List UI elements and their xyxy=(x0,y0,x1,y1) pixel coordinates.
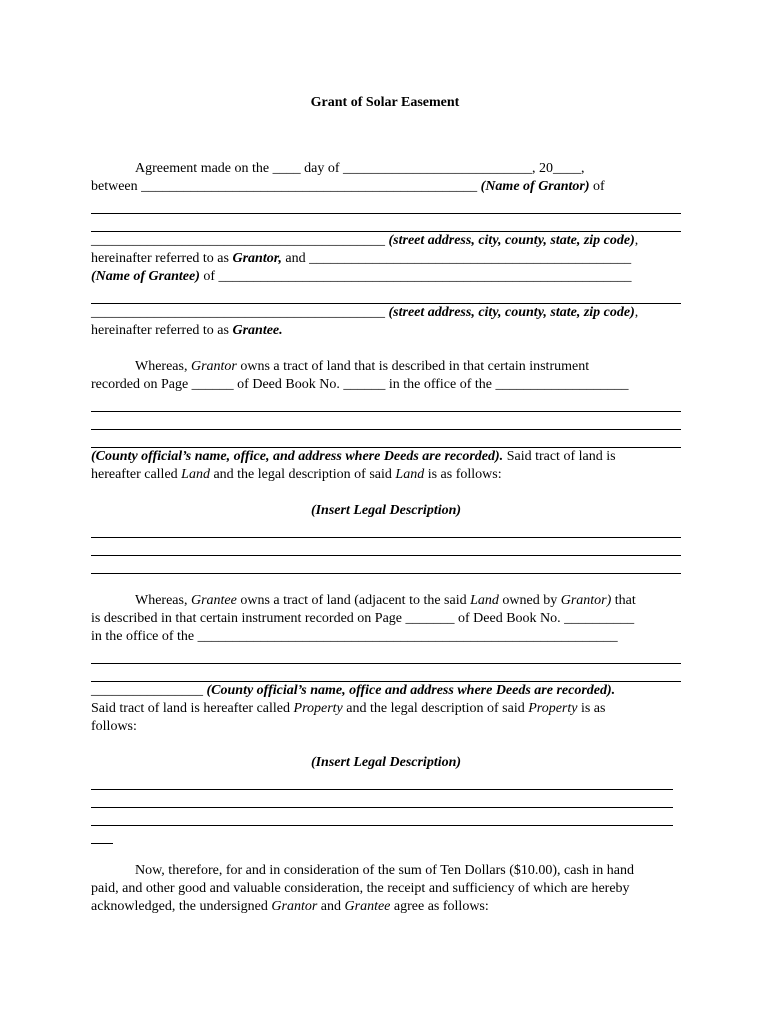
blank-rule xyxy=(91,664,681,682)
legal-description-heading: (Insert Legal Description) xyxy=(310,755,462,770)
blank-rule xyxy=(91,430,681,448)
property-deed-line: is described in that certain instrument recorded on Page _______ of Deed Book No. __________ xyxy=(91,611,635,626)
document-body xyxy=(91,160,681,916)
grantee-address-line: __________________________________________ (street address, city, county, state, zip code), xyxy=(91,305,639,320)
blank-rule xyxy=(91,394,681,412)
land-description-line: hereafter called Land and the legal description of said Land is as follows: xyxy=(91,467,502,482)
grantor-name-line: between ________________________________________________ (Name of Grantor) of xyxy=(91,179,605,194)
property-description-line: Said tract of land is hereafter called Property and the legal description of said Property is as xyxy=(91,701,606,716)
grantee-name-line: (Name of Grantee) of ___________________________________________________________ xyxy=(91,269,632,284)
property-office-line: in the office of the ____________________________________________________________ xyxy=(91,629,618,644)
land-deed-line: recorded on Page ______ of Deed Book No. ______ in the office of the ___________________ xyxy=(91,377,629,392)
blank-rule xyxy=(91,826,113,844)
blank-rule xyxy=(91,214,681,232)
grantor-reference-line: hereinafter referred to as Grantor, and ______________________________________________ xyxy=(91,251,632,266)
blank-rule xyxy=(91,520,681,538)
blank-rule xyxy=(91,646,681,664)
document-title: Grant of Solar Easement xyxy=(310,95,460,110)
land-whereas-line: Whereas, Grantor owns a tract of land that is described in that certain instrument xyxy=(135,359,590,374)
blank-rule xyxy=(91,538,681,556)
legal-description-heading: (Insert Legal Description) xyxy=(310,503,462,518)
grantee-reference-line: hereinafter referred to as Grantee. xyxy=(91,323,283,338)
property-whereas-line: Whereas, Grantee owns a tract of land (adjacent to the said Land owned by Grantor) that xyxy=(135,593,636,608)
consideration-line: Now, therefore, for and in consideration of the sum of Ten Dollars ($10.00), cash in hand xyxy=(135,863,634,878)
blank-rule xyxy=(91,412,681,430)
consideration-line-2: paid, and other good and valuable consideration, the receipt and sufficiency of which are hereby xyxy=(91,881,630,896)
blank-rule xyxy=(91,772,673,790)
agreement-date-line: Agreement made on the ____ day of ___________________________, 20____, xyxy=(135,161,585,176)
blank-rule xyxy=(91,556,681,574)
property-follows-line: follows: xyxy=(91,719,137,734)
blank-rule xyxy=(91,790,673,808)
property-county-official-line: ________________ (County official’s name, office and address where Deeds are recorded). xyxy=(91,683,616,698)
blank-rule xyxy=(91,808,673,826)
blank-rule xyxy=(91,196,681,214)
county-official-line: (County official’s name, office, and address where Deeds are recorded). Said tract of land is xyxy=(91,449,616,464)
grantor-address-line: __________________________________________ (street address, city, county, state, zip code), xyxy=(91,233,639,248)
blank-rule xyxy=(91,286,681,304)
agreement-line: acknowledged, the undersigned Grantor and Grantee agree as follows: xyxy=(91,899,489,914)
